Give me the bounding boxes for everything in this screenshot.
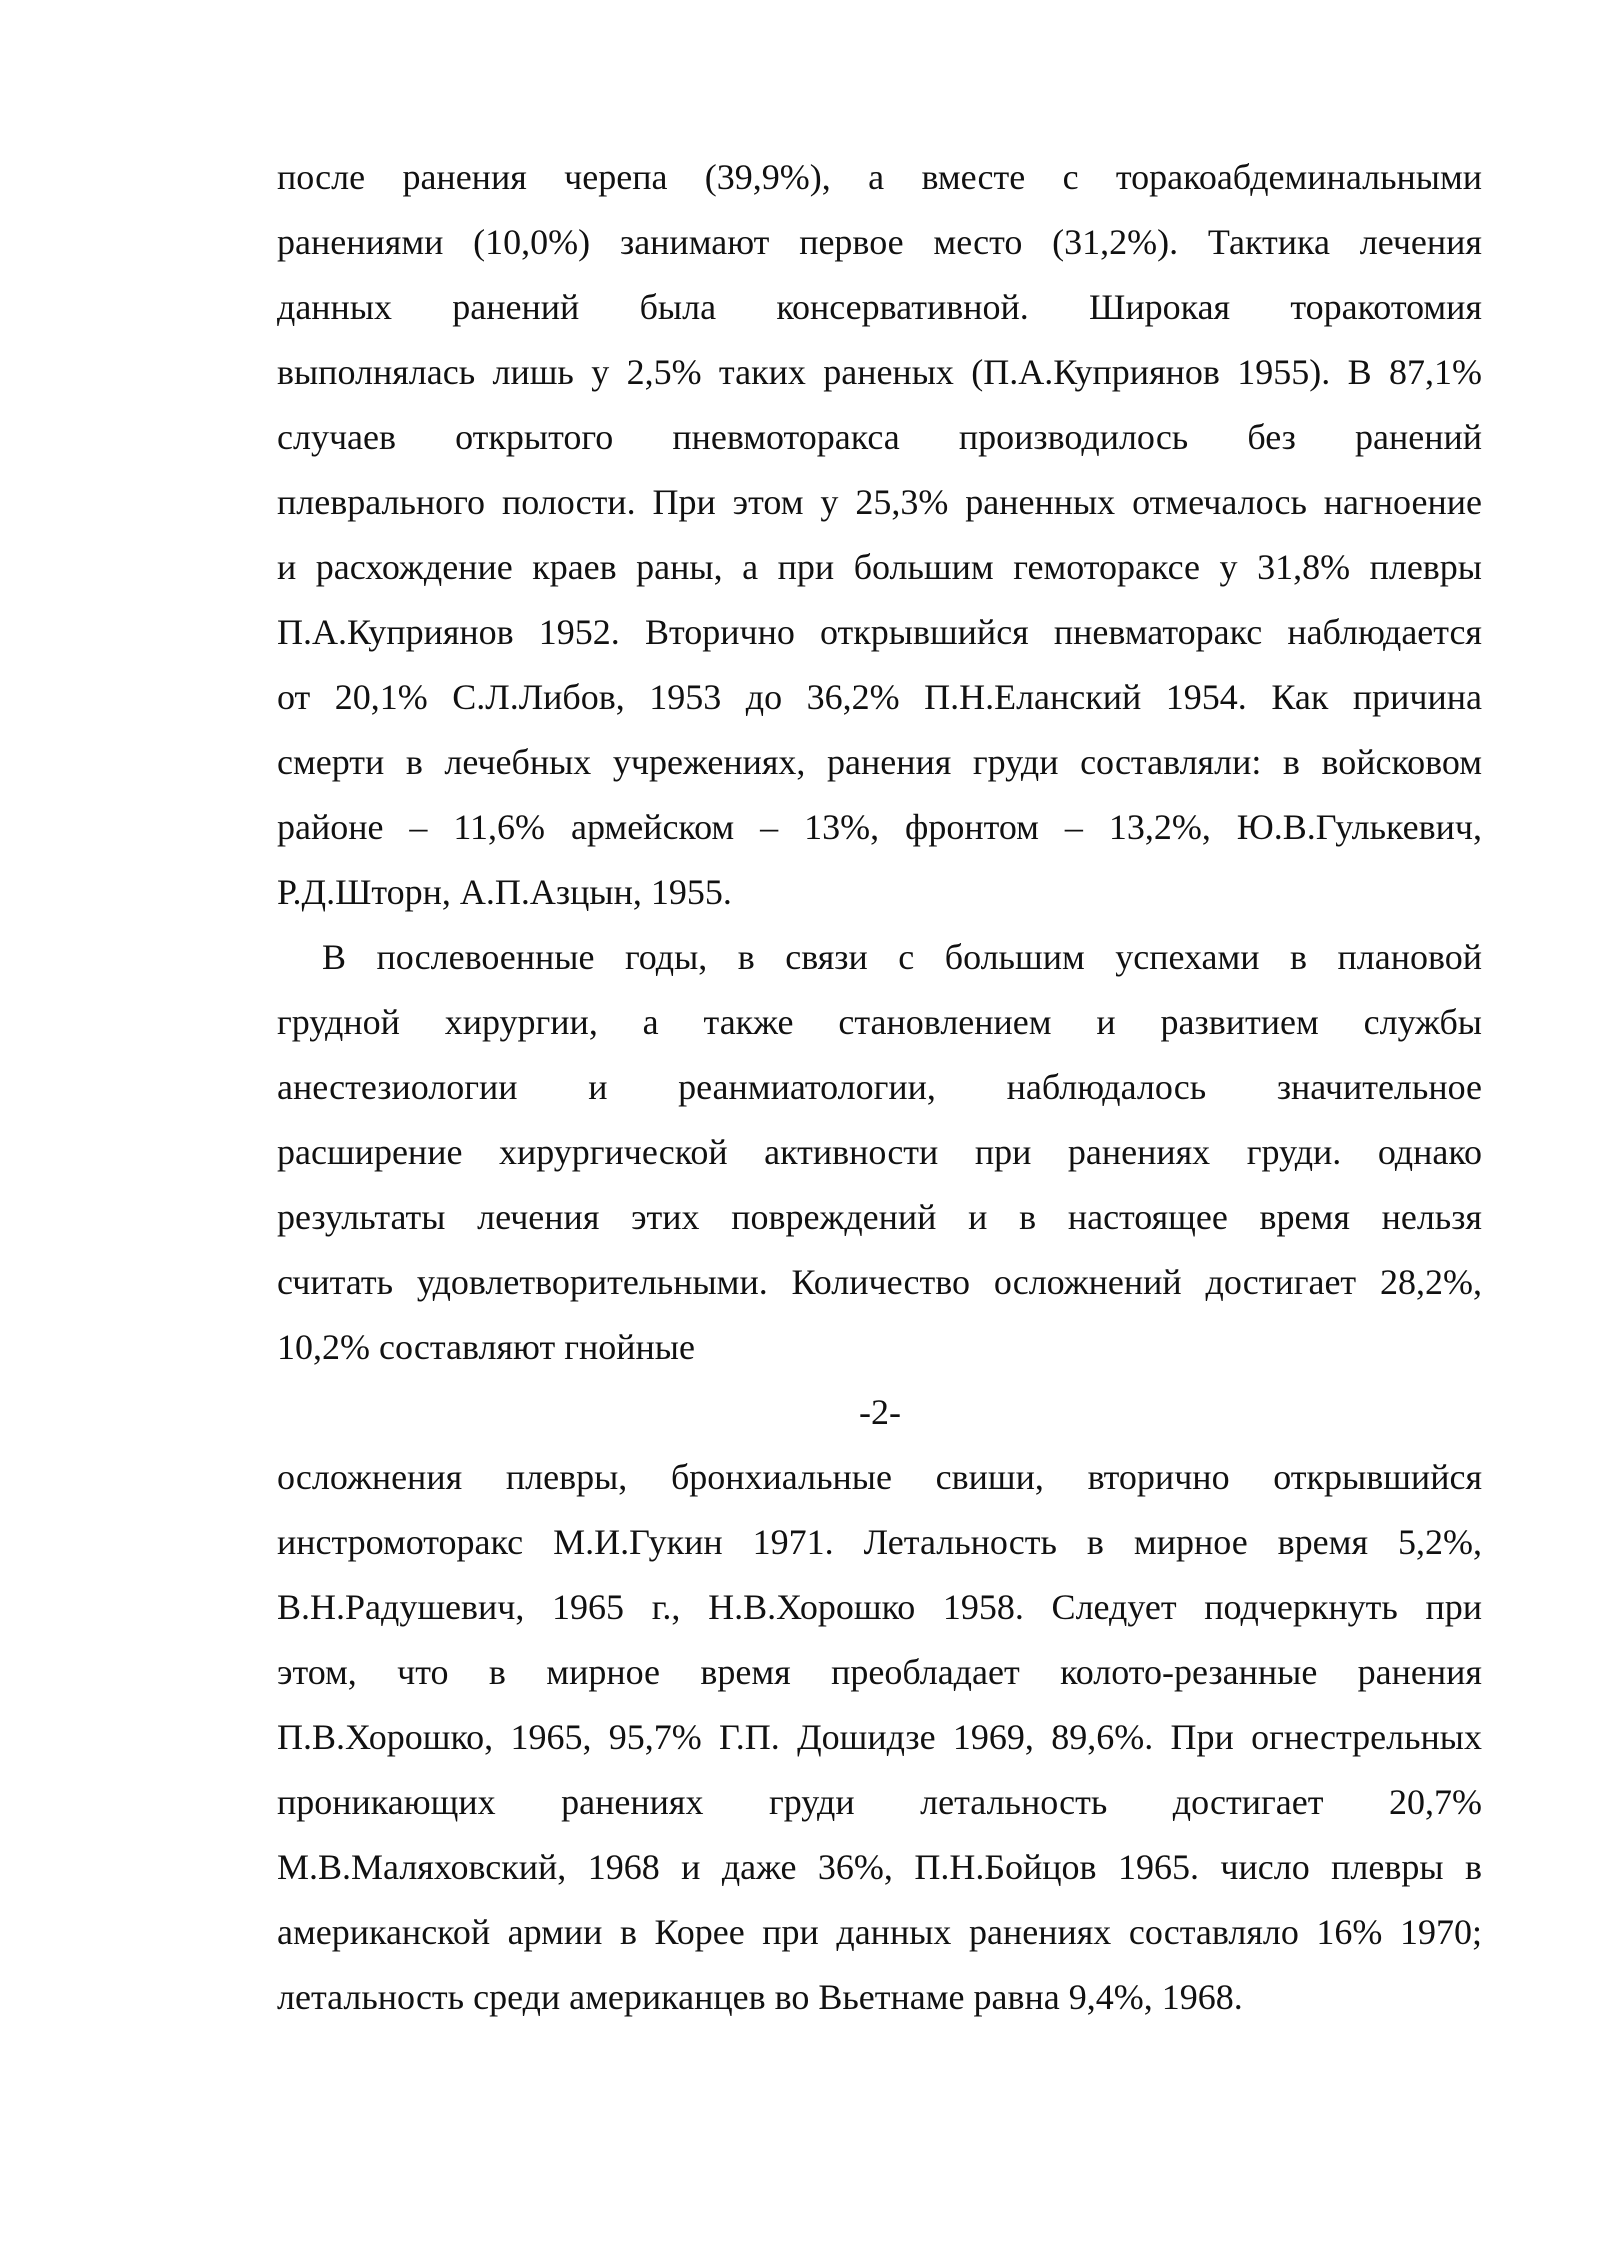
text-line: американской армии в Корее при данных ранениях составляло 16% 1970; (277, 1912, 1482, 1952)
text-line: этом, что в мирное время преобладает колото-резанные ранения (277, 1652, 1482, 1692)
text-line: Р.Д.Шторн, А.П.Азцын, 1955. (277, 872, 732, 912)
text-line: смерти в лечебных учрежениях, ранения груди составляли: в войсковом (277, 742, 1482, 782)
page-number: -2- (859, 1392, 901, 1432)
text-line: и расхождение краев раны, а при большим гемотораксе у 31,8% плевры (277, 547, 1482, 587)
text-line: инстромоторакс М.И.Гукин 1971. Летальность в мирное время 5,2%, (277, 1522, 1482, 1562)
text-line: осложнения плевры, бронхиальные свиши, вторично открывшийся (277, 1457, 1482, 1497)
text-line: считать удовлетворительными. Количество осложнений достигает 28,2%, (277, 1262, 1482, 1302)
text-line: проникающих ранениях груди летальность достигает 20,7% (277, 1782, 1482, 1822)
text-line: анестезиологии и реанмиатологии, наблюдалось значительное (277, 1067, 1482, 1107)
text-line: грудной хирургии, а также становлением и развитием службы (277, 1002, 1482, 1042)
text-line: М.В.Маляховский, 1968 и даже 36%, П.Н.Бойцов 1965. число плевры в (277, 1847, 1482, 1887)
text-line: после ранения черепа (39,9%), а вместе с торакоабдеминальными (277, 157, 1482, 197)
text-line: районе – 11,6% армейском – 13%, фронтом – 13,2%, Ю.В.Гулькевич, (277, 807, 1482, 847)
text-line: выполнялась лишь у 2,5% таких раненых (П.А.Куприянов 1955). В 87,1% (277, 352, 1482, 392)
text-line: плеврального полости. При этом у 25,3% раненных отмечалось нагноение (277, 482, 1482, 522)
text-line: П.В.Хорошко, 1965, 95,7% Г.П. Дошидзе 1969, 89,6%. При огнестрельных (277, 1717, 1482, 1757)
text-line: от 20,1% С.Л.Либов, 1953 до 36,2% П.Н.Еланский 1954. Как причина (277, 677, 1482, 717)
text-line: В.Н.Радушевич, 1965 г., Н.В.Хорошко 1958. Следует подчеркнуть при (277, 1587, 1482, 1627)
text-line: летальность среди американцев во Вьетнаме равна 9,4%, 1968. (277, 1977, 1243, 2017)
text-line: случаев открытого пневмоторакса производилось без ранений (277, 417, 1482, 457)
text-line: П.А.Куприянов 1952. Вторично открывшийся пневматоракс наблюдается (277, 612, 1482, 652)
text-line: 10,2% составляют гнойные (277, 1327, 695, 1367)
text-line: расширение хирургической активности при ранениях груди. однако (277, 1132, 1482, 1172)
text-line: ранениями (10,0%) занимают первое место (31,2%). Тактика лечения (277, 222, 1482, 262)
text-line: В послевоенные годы, в связи с большим успехами в плановой (322, 937, 1482, 977)
text-line: данных ранений была консервативной. Широкая торакотомия (277, 287, 1482, 327)
text-line: результаты лечения этих повреждений и в настоящее время нельзя (277, 1197, 1482, 1237)
